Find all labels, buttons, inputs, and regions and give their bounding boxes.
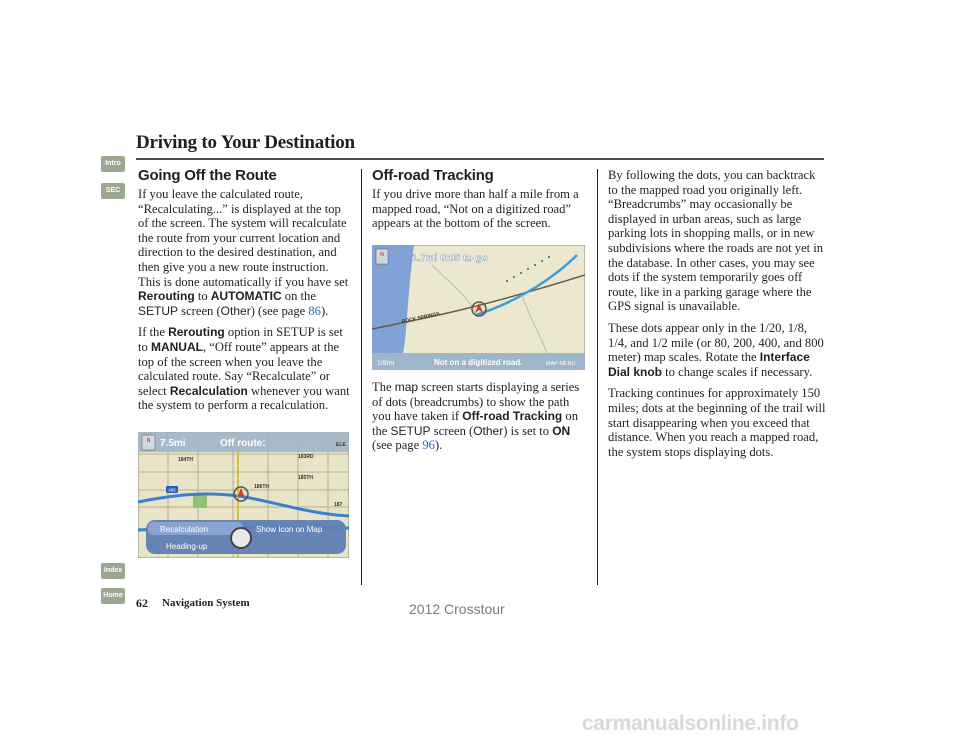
map-menu-button: MAP MENU: [546, 361, 576, 367]
street-label: 184TH: [178, 457, 194, 463]
street-label: 183RD: [298, 454, 314, 460]
site-watermark: carmanualsonline.info: [582, 712, 799, 735]
column-breadcrumbs: [608, 168, 826, 466]
paragraph: The map screen starts displaying a series of dots (breadcrumbs) to show the path you have taken if Off-road Tracking on the SETUP screen (Other) is set to ON (see page 96).: [372, 380, 580, 453]
off-road-map-screenshot: [372, 245, 585, 370]
svg-text:N: N: [380, 252, 384, 258]
column-going-off-route: [138, 168, 353, 420]
page-title: Driving to Your Destination: [136, 132, 355, 153]
page-link[interactable]: 96: [422, 438, 435, 453]
sec-tab[interactable]: SEC: [101, 183, 125, 199]
column-off-road-tracking: [372, 168, 587, 238]
title-rule: [136, 158, 824, 160]
recalculation-option: Recalculation: [160, 525, 209, 534]
column-off-road-tracking-cont: [372, 380, 587, 460]
off-route-map-screenshot: [138, 432, 349, 558]
page-link[interactable]: 86: [308, 303, 321, 318]
status-message: Not on a digitized road.: [434, 358, 523, 367]
street-label: ELE: [336, 442, 346, 448]
scale-readout: 1/8mi: [377, 360, 395, 367]
footer-section-label: Navigation System: [162, 597, 250, 609]
svg-text:N: N: [146, 438, 151, 444]
paragraph: By following the dots, you can backtrack to the mapped road you originally left. “Breadcrumbs” may occasionally be displayed in urban areas, such as large parking lots in shopping malls, or in new subdivisions where the roads are not yet in the database. In other cases, you may see dots if the system temporarily goes off route, like in a parking garage where the GPS signal is unavailable.: [608, 168, 824, 314]
page-number: 62: [136, 596, 148, 610]
distance-readout: 7.5mi: [160, 438, 186, 449]
paragraph: If the Rerouting option in SETUP is set to MANUAL, “Off route” appears at the top of the screen when you leave the calculated route. Say “Recalculate” or select Recalculation whenever you want the system to perform a recalculation.: [138, 325, 350, 413]
street-label: 185TH: [298, 475, 314, 481]
route-shield: 495: [168, 487, 176, 493]
street-label: 187: [334, 502, 343, 508]
model-watermark: 2012 Crosstour: [409, 601, 505, 617]
show-icon-option: Show Icon on Map: [256, 525, 323, 534]
paragraph: These dots appear only in the 1/20, 1/8, 1/4, and 1/2 mile (or 80, 200, 400, and 800 meter) map scales. Rotate the Interface Dial knob to change scales if necessary.: [608, 320, 824, 379]
column-divider: [597, 169, 598, 585]
home-tab[interactable]: Home: [101, 588, 125, 604]
distance-time-readout: 1.7mi 0:05 to go: [412, 253, 488, 264]
off-route-banner: Off route:: [220, 438, 266, 449]
section-heading: Off-road Tracking: [372, 167, 494, 184]
paragraph: If you drive more than half a mile from a mapped road, “Not on a digitized road” appears at the bottom of the screen.: [372, 187, 579, 231]
street-label: 186TH: [254, 484, 270, 490]
paragraph: If you leave the calculated route, “Recalculating...” is displayed at the top of the screen. The system will recalculate the route from your current location and direction to the desired destination, and then give you a new route instruction. This is done automatically if you have set Rerouting to AUTOMATIC on the SETUP screen (Other) (see page 86).: [138, 187, 349, 318]
section-heading: Going Off the Route: [138, 167, 277, 184]
heading-up-option: Heading-up: [166, 542, 208, 551]
road-label: ROCK SPRINGS: [401, 311, 441, 325]
paragraph: Tracking continues for approximately 150 miles; dots at the beginning of the trail will start disappearing when you exceed that distance. When you reach a mapped road, the system stops displaying dots.: [608, 386, 826, 459]
intro-tab[interactable]: Intro: [101, 156, 125, 172]
column-divider: [361, 169, 362, 585]
index-tab[interactable]: Index: [101, 563, 125, 579]
